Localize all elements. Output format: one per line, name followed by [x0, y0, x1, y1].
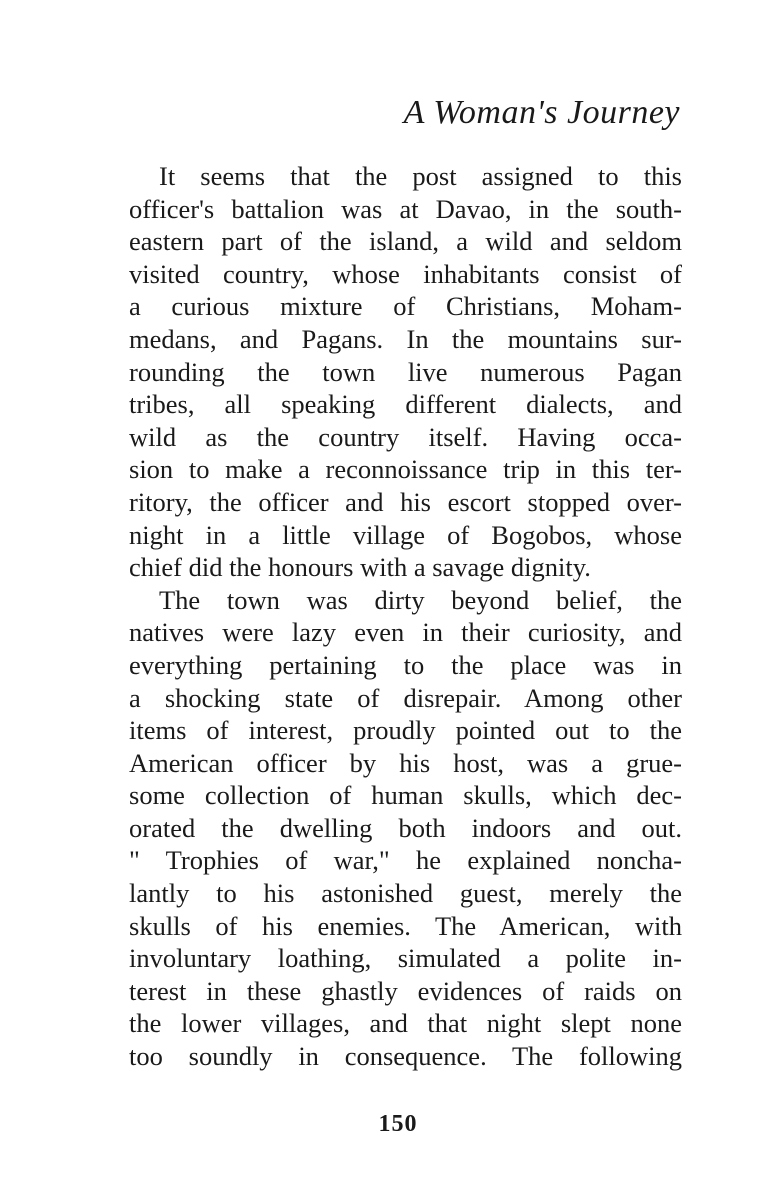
text-line: The town was dirty beyond belief, the — [159, 584, 682, 615]
text-line: rounding the town live numerous Pagan — [129, 356, 682, 387]
text-line: terest in these ghastly evidences of raids on — [129, 975, 682, 1006]
text-line: visited country, whose inhabitants consist of — [129, 258, 682, 289]
text-line: orated the dwelling both indoors and out. — [129, 812, 682, 843]
text-line: " Trophies of war," he explained noncha- — [129, 845, 682, 876]
text-line: officer's battalion was at Davao, in the south- — [129, 193, 682, 224]
text-line: ritory, the officer and his escort stopped over- — [129, 486, 682, 517]
page-number: 150 — [378, 1111, 418, 1137]
running-head: A Woman's Journey — [403, 94, 680, 131]
text-line: a curious mixture of Christians, Moham- — [129, 291, 682, 322]
text-line: too soundly in consequence. The following — [129, 1041, 682, 1072]
text-line: natives were lazy even in their curiosity, and — [129, 617, 682, 648]
body-text — [129, 160, 682, 1073]
text-line: everything pertaining to the place was in — [129, 649, 682, 680]
text-line: chief did the honours with a savage dignity. — [129, 552, 591, 583]
text-line: wild as the country itself. Having occa- — [129, 421, 682, 452]
text-line: sion to make a reconnoissance trip in this ter- — [129, 454, 682, 485]
text-line: some collection of human skulls, which dec- — [129, 780, 682, 811]
paragraph-2 — [129, 584, 682, 1073]
text-line: a shocking state of disrepair. Among other — [129, 682, 682, 713]
text-line: skulls of his enemies. The American, with — [129, 910, 682, 941]
text-line: medans, and Pagans. In the mountains sur- — [129, 323, 682, 354]
text-line: night in a little village of Bogobos, whose — [129, 519, 682, 550]
text-line: the lower villages, and that night slept none — [129, 1008, 682, 1039]
text-line: American officer by his host, was a grue- — [129, 747, 682, 778]
paragraph-1 — [129, 160, 682, 584]
text-line: It seems that the post assigned to this — [159, 161, 682, 191]
text-line: lantly to his astonished guest, merely the — [129, 878, 682, 909]
text-line: involuntary loathing, simulated a polite in- — [129, 943, 682, 974]
text-line: tribes, all speaking different dialects, and — [129, 389, 682, 420]
text-line: eastern part of the island, a wild and seldom — [129, 226, 682, 257]
text-line: items of interest, proudly pointed out to the — [129, 715, 682, 746]
